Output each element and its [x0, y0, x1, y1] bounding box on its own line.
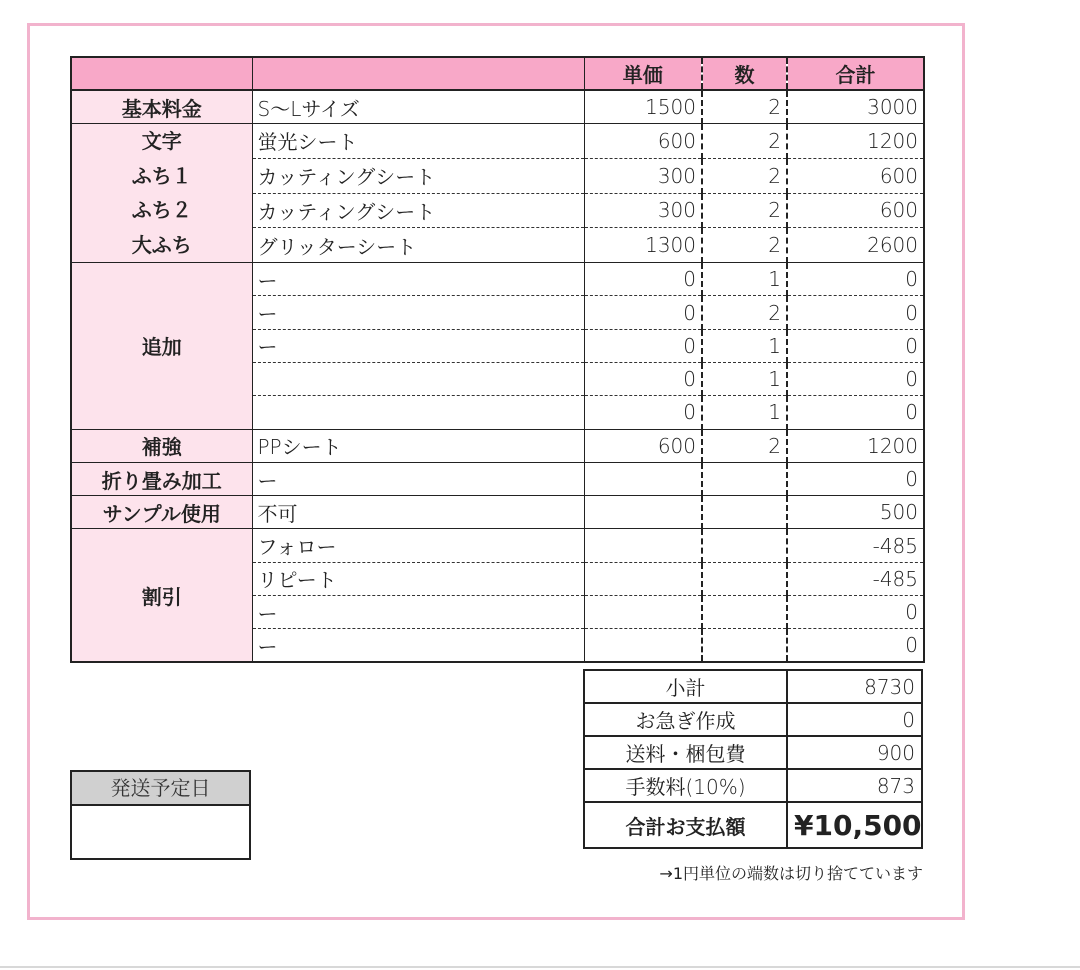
quote-table	[70, 56, 925, 663]
quantity-cell: 2	[702, 90, 787, 123]
description-cell	[252, 396, 584, 429]
line-total-cell: 0	[787, 462, 924, 495]
line-total-cell: 600	[787, 158, 924, 193]
subtotal-value: 8730	[787, 670, 922, 703]
description-cell: ー	[252, 629, 584, 662]
description-cell: ー	[252, 596, 584, 629]
line-total-cell: 2600	[787, 228, 924, 263]
unit-price-cell	[584, 596, 702, 629]
unit-price-cell: 1300	[584, 228, 702, 263]
description-cell: S〜Lサイズ	[252, 90, 584, 123]
line-total-cell: 1200	[787, 429, 924, 462]
description-cell: ー	[252, 462, 584, 495]
description-cell: カッティングシート	[252, 193, 584, 228]
line-total-cell: 0	[787, 596, 924, 629]
description-cell: フォロー	[252, 529, 584, 562]
unit-price-cell: 0	[584, 263, 702, 296]
grand-total-label: 合計お支払額	[584, 802, 787, 848]
unit-price-cell: 600	[584, 429, 702, 462]
ship-date-box	[70, 770, 251, 860]
description-cell: ー	[252, 329, 584, 362]
category-cell: サンプル使用	[71, 496, 252, 529]
category-label: 大ふち	[131, 232, 192, 257]
category-label: ふち１	[131, 163, 192, 188]
description-cell: グリッターシート	[252, 228, 584, 263]
table-row	[71, 263, 924, 296]
unit-price-cell: 0	[584, 362, 702, 395]
quantity-cell: 2	[702, 193, 787, 228]
quantity-cell: 2	[702, 158, 787, 193]
unit-price-cell	[584, 629, 702, 662]
rounding-note: →1円単位の端数は切り捨てています	[659, 864, 923, 883]
description-cell: 不可	[252, 496, 584, 529]
line-total-cell: 1200	[787, 124, 924, 159]
fee-value: 873	[787, 769, 922, 802]
summary-table	[583, 669, 923, 849]
header-row	[71, 57, 924, 90]
quantity-cell: 1	[702, 362, 787, 395]
header-unit-price: 単価	[584, 57, 702, 90]
quantity-cell	[702, 562, 787, 595]
table-row	[71, 462, 924, 495]
fee-label: 手数料(10%)	[584, 769, 787, 802]
unit-price-cell: 0	[584, 396, 702, 429]
line-total-cell: 3000	[787, 90, 924, 123]
line-total-cell: -485	[787, 529, 924, 562]
quantity-cell: 1	[702, 263, 787, 296]
quantity-cell	[702, 529, 787, 562]
shipping-label: 送料・梱包費	[584, 736, 787, 769]
table-row	[71, 529, 924, 562]
quantity-cell: 2	[702, 296, 787, 329]
description-cell: 蛍光シート	[252, 124, 584, 159]
table-row	[71, 496, 924, 529]
category-label: 文字	[141, 129, 182, 154]
header-total: 合計	[787, 57, 924, 90]
ship-date-value	[72, 806, 249, 858]
rush-label: お急ぎ作成	[584, 703, 787, 736]
header-blank-2	[252, 57, 584, 90]
line-total-cell: 0	[787, 296, 924, 329]
header-blank-1	[71, 57, 252, 90]
bottom-divider	[0, 966, 1080, 968]
fee-row	[584, 769, 922, 802]
description-cell: ー	[252, 263, 584, 296]
description-cell: リピート	[252, 562, 584, 595]
rush-value: 0	[787, 703, 922, 736]
unit-price-cell	[584, 496, 702, 529]
grand-total-row	[584, 802, 922, 848]
unit-price-cell: 600	[584, 124, 702, 159]
header-quantity: 数	[702, 57, 787, 90]
rush-row	[584, 703, 922, 736]
category-cell: 折り畳み加工	[71, 462, 252, 495]
quantity-cell: 1	[702, 396, 787, 429]
quantity-cell: 1	[702, 329, 787, 362]
quantity-cell	[702, 462, 787, 495]
ship-date-label: 発送予定日	[72, 772, 249, 806]
line-total-cell: 500	[787, 496, 924, 529]
category-cell: 基本料金	[71, 90, 252, 123]
quantity-cell: 2	[702, 124, 787, 159]
quantity-cell: 2	[702, 429, 787, 462]
quantity-cell: 2	[702, 228, 787, 263]
category-cell: 追加	[71, 263, 252, 429]
table-row	[71, 90, 924, 123]
unit-price-cell: 300	[584, 193, 702, 228]
table-row	[71, 124, 924, 159]
description-cell: ー	[252, 296, 584, 329]
line-total-cell: 0	[787, 629, 924, 662]
shipping-value: 900	[787, 736, 922, 769]
unit-price-cell: 0	[584, 296, 702, 329]
line-total-cell: 0	[787, 263, 924, 296]
quantity-cell	[702, 496, 787, 529]
table-row	[71, 429, 924, 462]
shipping-row	[584, 736, 922, 769]
line-total-cell: -485	[787, 562, 924, 595]
category-label: ふち２	[131, 198, 192, 223]
subtotal-row	[584, 670, 922, 703]
description-cell: カッティングシート	[252, 158, 584, 193]
line-total-cell: 0	[787, 329, 924, 362]
quantity-cell	[702, 629, 787, 662]
line-total-cell: 0	[787, 362, 924, 395]
unit-price-cell	[584, 462, 702, 495]
line-total-cell: 600	[787, 193, 924, 228]
unit-price-cell: 0	[584, 329, 702, 362]
category-cell: 割引	[71, 529, 252, 662]
unit-price-cell: 1500	[584, 90, 702, 123]
category-cell: 補強	[71, 429, 252, 462]
description-cell	[252, 362, 584, 395]
unit-price-cell: 300	[584, 158, 702, 193]
grand-total-value: ¥10,500	[787, 802, 922, 848]
unit-price-cell	[584, 562, 702, 595]
category-cell-group	[71, 124, 252, 263]
line-total-cell: 0	[787, 396, 924, 429]
quantity-cell	[702, 596, 787, 629]
subtotal-label: 小計	[584, 670, 787, 703]
description-cell: PPシート	[252, 429, 584, 462]
unit-price-cell	[584, 529, 702, 562]
